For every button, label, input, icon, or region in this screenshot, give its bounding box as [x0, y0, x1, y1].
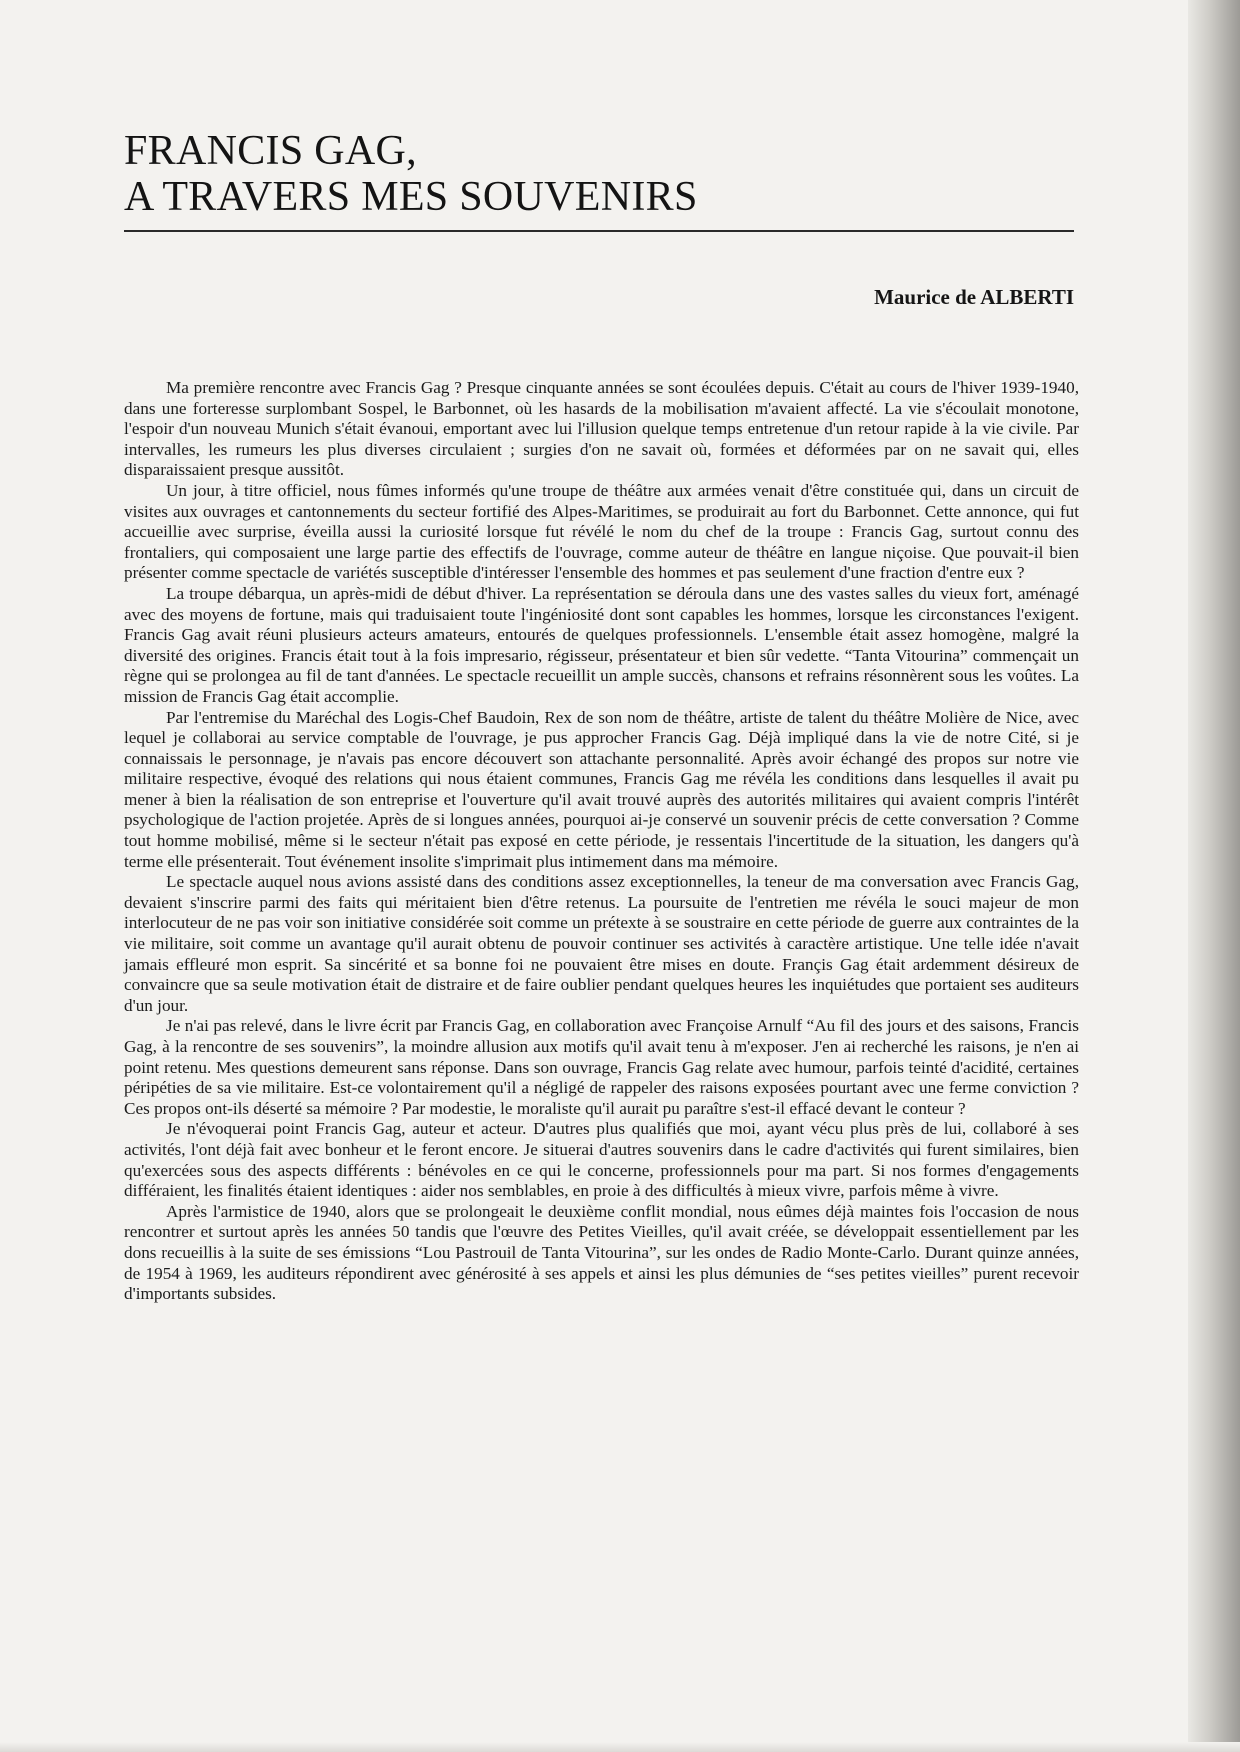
paragraph-2: Un jour, à titre officiel, nous fûmes informés qu'une troupe de théâtre aux armées venait d'être constituée qui, dans un circuit de visites aux ouvrages et cantonnements du secteur fortifié des Alpes-Maritimes, se produirait au fort du Barbonnet. Cette annonce, qui fut accueillie avec surprise, éveilla aussi la curiosité lorsque fut révélé le nom du chef de la troupe : Francis Gag, surtout connu des frontaliers, qui composaient une large partie des effectifs de l'ouvrage, comme auteur de théâtre en langue niçoise. Que pouvait-il bien présenter comme spectacle de variétés susceptible d'intéresser l'ensemble des hommes et pas seulement d'une fraction d'entre eux ?	[124, 480, 1079, 583]
article-title-line-1: FRANCIS GAG,	[124, 128, 417, 174]
paragraph-7: Je n'évoquerai point Francis Gag, auteur et acteur. D'autres plus qualifiés que moi, ayant vécu plus près de lui, collaboré à ses activités, l'ont déjà fait avec bonheur et le feront encore. Je situerai d'autres souvenirs dans le cadre d'activités qui furent similaires, bien qu'exercées sous des aspects différents : bénévoles en ce qui le concerne, professionnels pour ma part. Si nos formes d'engagements différaient, les finalités étaient identiques : aider nos semblables, en proie à des difficultés à mieux vivre, parfois même à vivre.	[124, 1119, 1079, 1201]
paragraph-4: Par l'entremise du Maréchal des Logis-Chef Baudoin, Rex de son nom de théâtre, artiste de talent du théâtre Molière de Nice, avec lequel je collaborai au service comptable de l'ouvrage, je pus approcher Francis Gag. Déjà impliqué dans la vie de notre Cité, si je connaissais le personnage, je n'avais pas encore découvert son attachante personnalité. Après avoir échangé des propos sur notre vie militaire respective, évoqué des relations qui nous étaient communes, Francis Gag me révéla les conditions dans lesquelles il avait pu mener à bien la réalisation de son entreprise et l'ouverture qu'il avait trouvé auprès des autorités militaires qui avaient compris l'intérêt psychologique de l'action projetée. Après de si longues années, pourquoi ai-je conservé un souvenir précis de cette conversation ? Comme tout homme mobilisé, même si le secteur n'était pas exposé en cette période, je ressentais l'incertitude de la situation, les dangers qu'à terme elle présenterait. Tout événement insolite s'imprimait plus intimement dans ma mémoire.	[124, 707, 1079, 871]
article-title	[124, 128, 698, 220]
paragraph-1: Ma première rencontre avec Francis Gag ? Presque cinquante années se sont écoulées depuis. C'était au cours de l'hiver 1939-1940, dans une forteresse surplombant Sospel, le Barbonnet, où les hasards de la mobilisation m'avaient affecté. La vie s'écoulait monotone, l'espoir d'un nouveau Munich s'était évanoui, emportant avec lui l'illusion quelque temps entretenue d'un retour rapide à la vie civile. Par intervalles, les rumeurs les plus diverses circulaient ; surgies d'on ne savait où, formées et déformées par on ne savait qui, elles disparaissaient presque aussitôt.	[124, 378, 1079, 480]
page-bottom-edge	[0, 1742, 1240, 1752]
article-body	[124, 378, 1079, 1305]
paragraph-8: Après l'armistice de 1940, alors que se prolongeait le deuxième conflit mondial, nous eûmes déjà maintes fois l'occasion de nous rencontrer et surtout après les années 50 tandis que l'œuvre des Petites Vieilles, qu'il avait créée, se développait essentiellement par les dons recueillis à la suite de ses émissions “Lou Pastrouil de Tanta Vitourina”, sur les ondes de Radio Monte-Carlo. Durant quinze années, de 1954 à 1969, les auditeurs répondirent avec générosité à ses appels et ainsi les plus démunies de “ses petites vieilles” purent recevoir d'importants subsides.	[124, 1201, 1079, 1304]
paragraph-6: Je n'ai pas relevé, dans le livre écrit par Francis Gag, en collaboration avec Françoise Arnulf “Au fil des jours et des saisons, Francis Gag, à la rencontre de ses souvenirs”, la moindre allusion aux motifs qu'il avait tenu à m'exposer. J'en ai recherché les raisons, je n'en ai point retenu. Mes questions demeurent sans réponse. Dans son ouvrage, Francis Gag relate avec humour, parfois teinté d'acidité, certaines péripéties de sa vie militaire. Est-ce volontairement qu'il a négligé de rappeler des raisons exposées pourtant avec une ferme conviction ? Ces propos ont-ils déserté sa mémoire ? Par modestie, le moraliste qu'il aurait pu paraître s'est-il effacé devant le conteur ?	[124, 1016, 1079, 1118]
paragraph-3: La troupe débarqua, un après-midi de début d'hiver. La représentation se déroula dans une des vastes salles du vieux fort, aménagé avec des moyens de fortune, mais qui traduisaient toute l'ingéniosité dont sont capables les hommes, lorsque les circonstances l'exigent. Francis Gag avait réuni plusieurs acteurs amateurs, entourés de quelques professionnels. L'ensemble était assez homogène, malgré la diversité des origines. Francis était tout à la fois impresario, régisseur, présentateur et bien sûr vedette. “Tanta Vitourina” commençait un règne qui se prolongea au fil de tant d'années. Le spectacle recueillit un ample succès, chansons et refrains résonnèrent sous les voûtes. La mission de Francis Gag était accomplie.	[124, 583, 1079, 706]
title-rule	[124, 230, 1074, 232]
author-name: Maurice de ALBERTI	[874, 285, 1074, 309]
paragraph-5: Le spectacle auquel nous avions assisté dans des conditions assez exceptionnelles, la teneur de ma conversation avec Francis Gag, devaient s'inscrire parmi des faits qui méritaient bien d'être retenus. La poursuite de l'entretien me révéla le souci majeur de mon interlocuteur de ne pas voir son initiative considérée soit comme un prétexte à se soustraire en cette période de guerre aux contraintes de la vie militaire, soit comme un avantage qu'il aurait obtenu de pouvoir continuer ses activités à caractère artistique. Une telle idée n'avait jamais effleuré mon esprit. Sa sincérité et sa bonne foi ne pouvaient être mises en doute. Françis Gag était ardemment désireux de convaincre que sa seule motivation était de distraire et de faire oublier pendant quelques heures les inquiétudes que portaient ses auditeurs d'un jour.	[124, 872, 1079, 1015]
page-right-edge	[1188, 0, 1240, 1752]
article-title-line-2: A TRAVERS MES SOUVENIRS	[124, 174, 698, 220]
